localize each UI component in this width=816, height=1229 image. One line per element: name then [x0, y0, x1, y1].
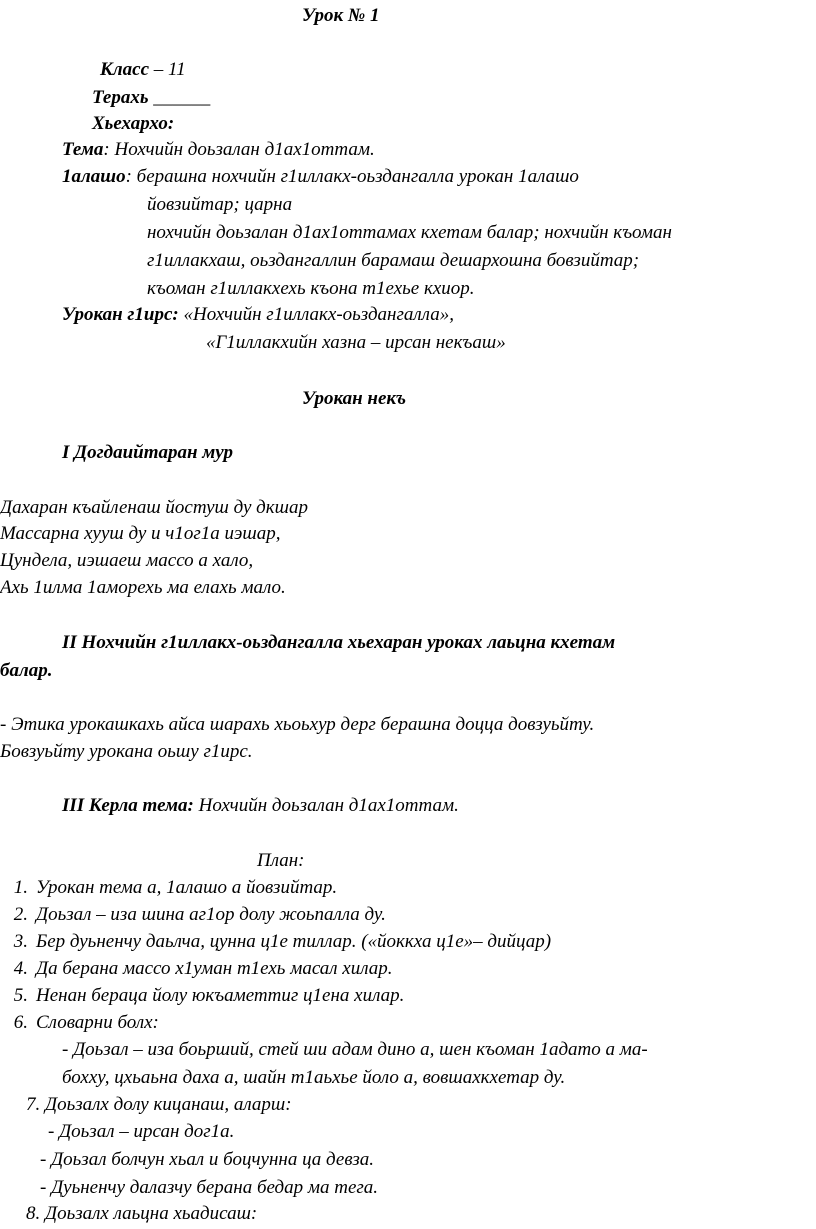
saying-line-1: - Доьзал – ирсан дог1а. [48, 1121, 235, 1142]
poem-line-3: Цундела, иэшаеш массо а хало, [0, 550, 254, 571]
plan-item-text: Урокан тема а, 1алашо а йовзийтар. [36, 877, 338, 898]
plan-item-8: 8. Доьзалх лаьцна хьадисаш: [26, 1203, 258, 1224]
poem-line-4: Ахь 1илма 1аморехь ма елахь мало. [0, 577, 286, 598]
goal-line-2: йовзийтар; царна [147, 194, 293, 215]
plan-item [0, 903, 386, 927]
plan-item [0, 1011, 159, 1035]
plan-item-number: 6. [13, 1012, 28, 1033]
topic-text: : Нохчийн доьзалан д1ах1оттам. [103, 139, 375, 160]
goal-text-1: : берашна нохчийн г1иллакх-оьздангалла урокан 1алашо [125, 166, 579, 187]
equipment-line-2: «Г1иллакхийн хазна – ирсан некъаш» [206, 332, 506, 353]
equipment-label: Урокан г1ирс: [62, 304, 179, 325]
section3-text: Нохчийн доьзалан д1ах1оттам. [193, 795, 459, 816]
date-line [92, 86, 210, 110]
dictionary-line-2: бохху, цхьаьна даха а, шайн т1аьхье йоло а, вовшахкхетар ду. [62, 1067, 566, 1088]
section2-text-1: - Этика урокашкахь айса шарахь хьоьхур дерг берашна доцца довзуьйту. [0, 714, 595, 735]
saying-line-2: - Доьзал болчун хьал и боцчунна ца девза. [40, 1149, 374, 1170]
goal-line-4: г1иллакхаш, оьздангаллин барамаш дешархошна бовзийтар; [147, 250, 640, 271]
plan-title: План: [257, 850, 305, 871]
class-line [100, 58, 186, 82]
lesson-title: Урок № 1 [302, 5, 380, 26]
plan-item-text: Бер дуьненчу даьлча, цунна ц1е тиллар. («йоккха ц1е»– дийцар) [36, 931, 552, 952]
plan-item-number: 2. [13, 904, 28, 925]
plan-item [0, 876, 337, 900]
course-label: Хьехархо: [92, 113, 175, 134]
plan-item [0, 957, 393, 981]
goal-line-1 [62, 165, 579, 189]
section2-title-2: балар. [0, 660, 53, 681]
goal-label: 1алашо [62, 166, 126, 187]
goal-line-5: къоман г1иллакхехь къона т1ехье кхиор. [147, 278, 475, 299]
plan-item-text: Ненан бераца йолу юкъаметтиг ц1ена хилар. [36, 985, 405, 1006]
section1-title: I Догдаийтаран мур [62, 442, 233, 463]
dictionary-line-1: - Доьзал – иза боьрший, стей ши адам дино а, шен къоман 1адато а ма- [62, 1039, 648, 1060]
section3-label: III Керла тема: [62, 795, 194, 816]
saying-line-3: - Дуьненчу далазчу берана бедар ма тега. [40, 1177, 379, 1198]
date-label: Терахь [92, 87, 149, 108]
plan-item [0, 930, 551, 954]
class-label: Класс [100, 59, 150, 80]
section3-line [62, 794, 459, 818]
equipment-line-1 [62, 303, 454, 327]
topic-line [62, 138, 375, 162]
poem-line-2: Массарна хууш ду и ч1ог1а иэшар, [0, 523, 281, 544]
plan-item-text: Да берана массо х1уман т1ехь масал хилар. [36, 958, 393, 979]
date-blank: ______ [148, 87, 211, 108]
plan-item-number: 1. [13, 877, 28, 898]
plan-item [0, 984, 404, 1008]
plan-item-number: 3. [13, 931, 28, 952]
plan-item-7: 7. Доьзалх долу кицанаш, аларш: [26, 1094, 292, 1115]
plan-item-text: Словарни болх: [36, 1012, 159, 1033]
topic-label: Тема [62, 139, 104, 160]
plan-item-number: 5. [13, 985, 28, 1006]
plan-item-text: Доьзал – иза шина аг1ор долу жоьпалла ду. [36, 904, 386, 925]
progress-title: Урокан некъ [302, 388, 407, 409]
section2-title-1: II Нохчийн г1иллакх-оьздангалла хьехаран уроках лаьцна кхетам [62, 632, 616, 653]
plan-item-number: 4. [13, 958, 28, 979]
section2-text-2: Бовзуьйту урокана оьшу г1ирс. [0, 741, 253, 762]
goal-line-3: нохчийн доьзалан д1ах1оттамах кхетам балар; нохчийн къоман [147, 222, 672, 243]
class-value: – 11 [149, 59, 186, 80]
equipment-text-1: «Нохчийн г1иллакх-оьздангалла», [178, 304, 454, 325]
poem-line-1: Дахаран къайленаш йостуш ду дкшар [0, 497, 308, 518]
